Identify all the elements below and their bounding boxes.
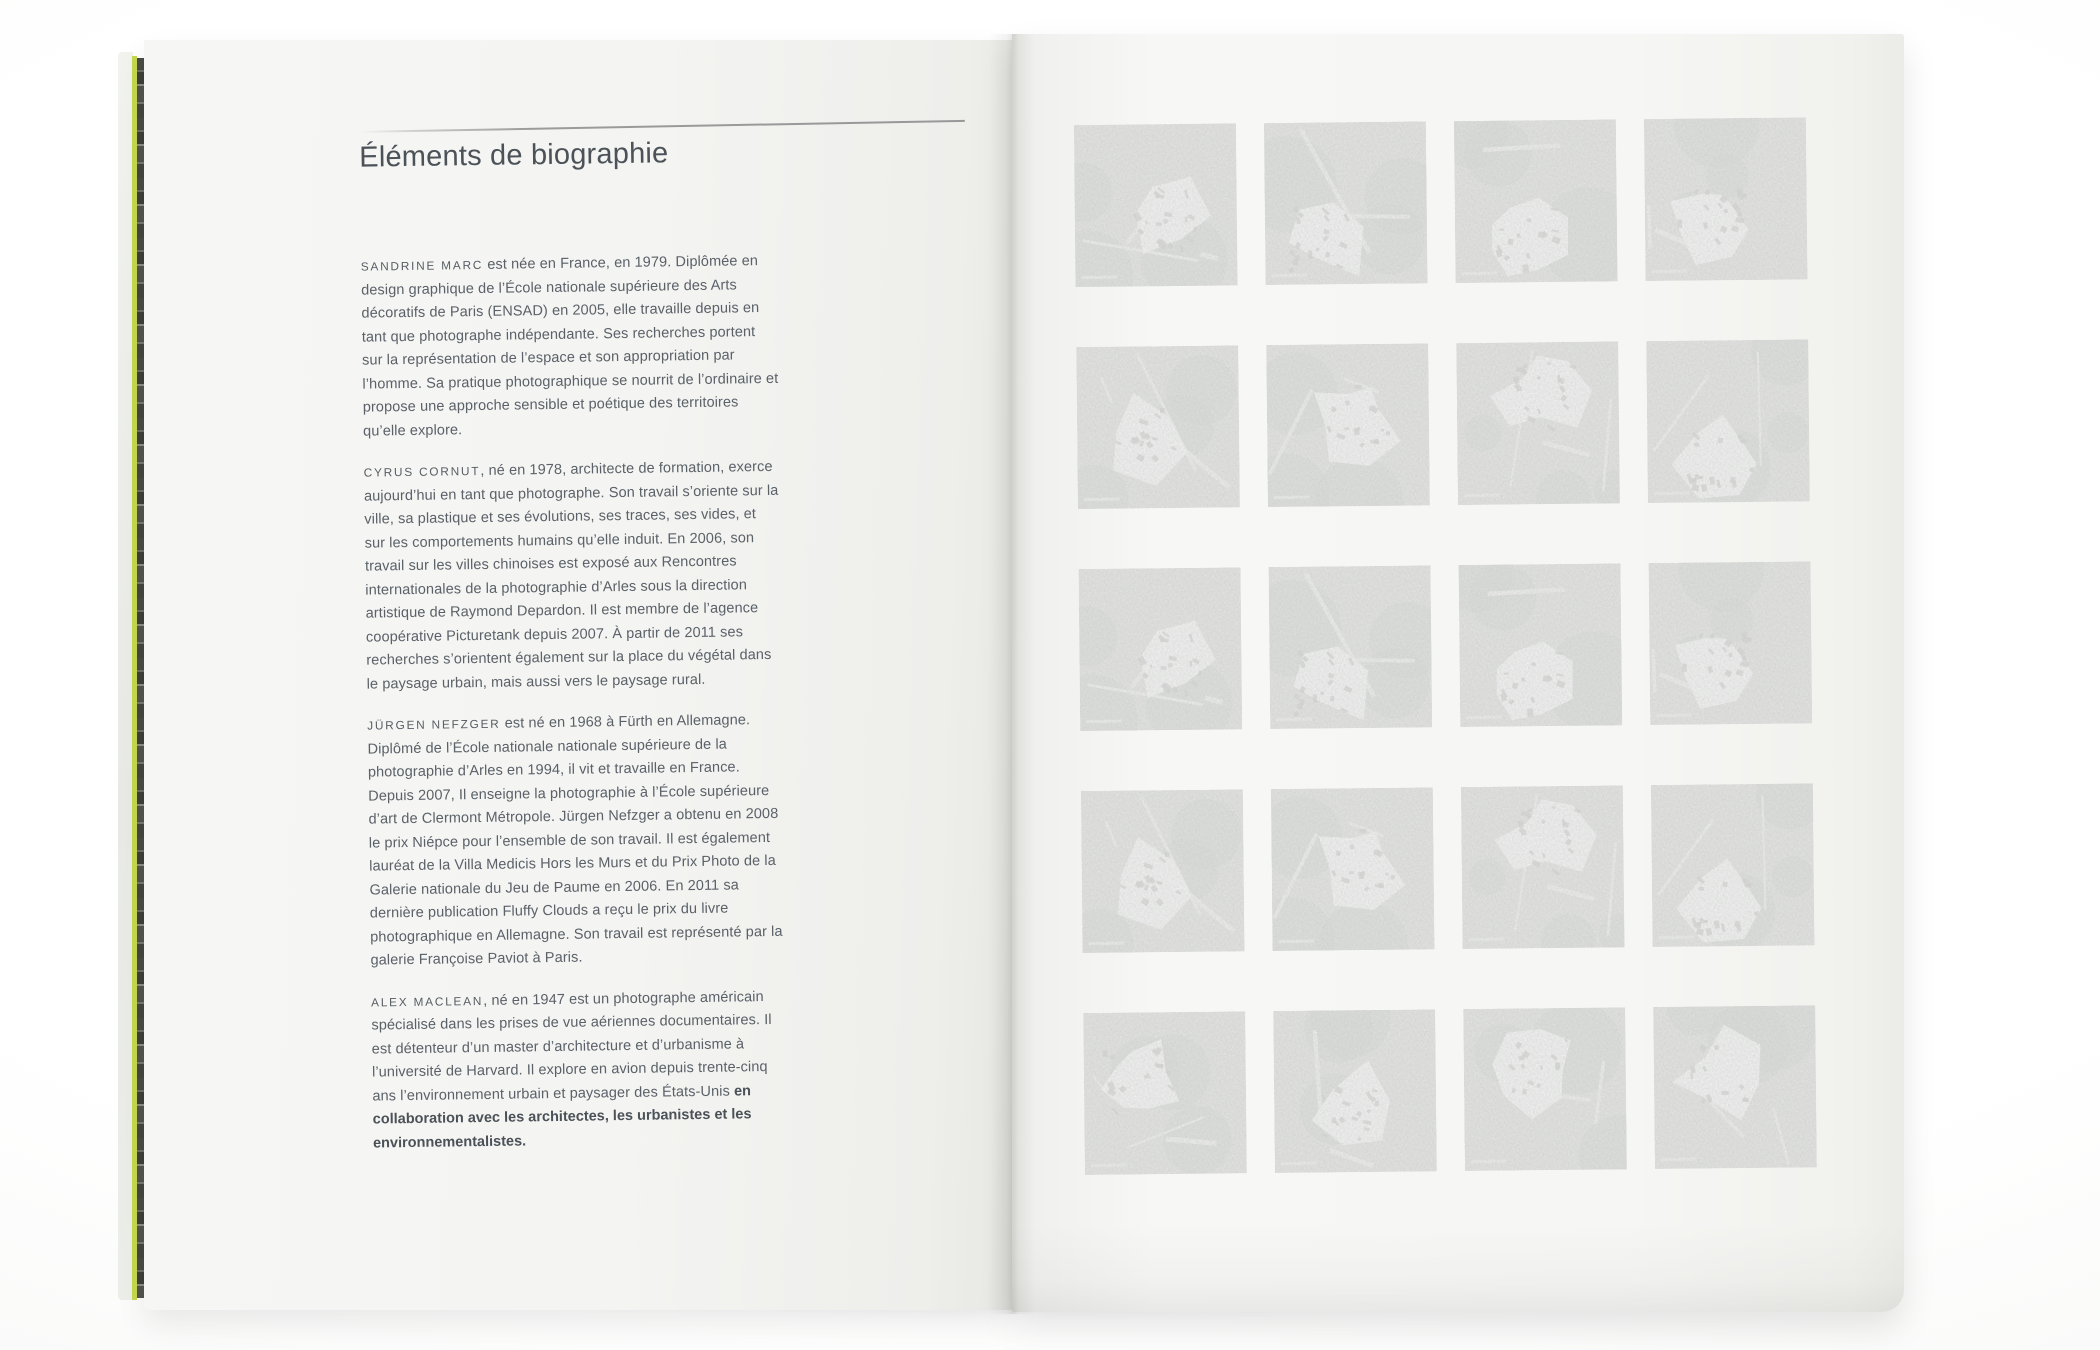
photographer-name: CYRUS CORNUT xyxy=(363,463,481,480)
aerial-photo-thumbnail xyxy=(1076,345,1240,509)
aerial-photo-thumbnail xyxy=(1269,565,1433,729)
left-page-content xyxy=(139,35,1025,1317)
aerial-photo-thumbnail xyxy=(1264,121,1428,285)
aerial-photo-image xyxy=(1076,345,1240,509)
page-title: Éléments de biographie xyxy=(359,137,669,174)
aerial-photo-image xyxy=(1264,121,1428,285)
aerial-photo-thumbnail xyxy=(1273,1009,1437,1173)
aerial-photo-thumbnail xyxy=(1649,561,1813,725)
title-rule xyxy=(359,120,965,133)
bio-paragraph: SANDRINE MARC est née en France, en 1979. Diplômée en design graphique de l’École nationale supérieure des Arts décoratifs de Paris (ENSAD) en 2005, elle travaille depuis en tant que photographe indépendante. Ses recherches portent sur la représentation de l’espace et son appropriation par l’homme. Sa pratique photographique se nourrit de l’ordinaire et propose une approche sensible et poétique des territoires qu’elle explore. xyxy=(360,253,779,440)
photographer-name: SANDRINE MARC xyxy=(360,257,484,274)
aerial-photo-image xyxy=(1079,567,1243,731)
aerial-photo-thumbnail xyxy=(1644,117,1808,281)
aerial-photo-image xyxy=(1083,1011,1247,1175)
aerial-photo-image xyxy=(1461,785,1625,949)
aerial-photo-image xyxy=(1459,563,1623,727)
aerial-photo-thumbnail xyxy=(1653,1005,1817,1169)
aerial-photo-image xyxy=(1271,787,1435,951)
aerial-photo-thumbnail xyxy=(1646,339,1810,503)
aerial-photo-thumbnail xyxy=(1083,1011,1247,1175)
aerial-photo-thumbnail xyxy=(1074,123,1238,287)
aerial-photo-image xyxy=(1081,789,1245,953)
aerial-photo-thumbnail xyxy=(1456,341,1620,505)
aerial-photo-thumbnail xyxy=(1271,787,1435,951)
aerial-photo-thumbnail xyxy=(1081,789,1245,953)
aerial-photo-image xyxy=(1463,1007,1627,1171)
photographer-name: ALEX MACLEAN xyxy=(370,993,484,1010)
bio-paragraph: ALEX MACLEAN, né en 1947 est un photographe américain spécialisé dans les prises de vue aériennes documentaires. Il est détenteur d’un master d’architecture et d’urbanisme à l’université de Harvard. Il explore en avion depuis trente-cinq ans l’environnement urbain et paysager des États-Unis en collaboration avec les architectes, les urbanistes et les environnementalistes. xyxy=(370,988,772,1152)
photographer-name: JÜRGEN NEFZGER xyxy=(367,716,501,733)
aerial-photo-image xyxy=(1269,565,1433,729)
aerial-photo-thumbnail xyxy=(1461,785,1625,949)
aerial-photo-image xyxy=(1646,339,1810,503)
aerial-photo-image xyxy=(1266,343,1430,507)
right-page xyxy=(1012,34,1904,1312)
aerial-grid xyxy=(1074,117,1815,1185)
bio-paragraph: CYRUS CORNUT, né en 1978, architecte de formation, exerce aujourd’hui en tant que photographe. Son travail s’oriente sur la ville, sa plastique et ses évolutions, ses traces, ses vides, et sur les comportements humains qu’elle induit. En 2006, son travail sur les villes chinoises est exposé aux Rencontres internationales de la photographie d’Arles sous la direction artistique de Raymond Depardon. Il est membre de l’agence coopérative Picturetank depuis 2007. À partir de 2011 ses recherches s’orientent également sur la place du végétal dans le paysage urbain, mais aussi vers le paysage rural. xyxy=(363,458,779,693)
aerial-photo-thumbnail xyxy=(1463,1007,1627,1171)
aerial-photo-image xyxy=(1651,783,1815,947)
aerial-photo-image xyxy=(1456,341,1620,505)
aerial-photo-thumbnail xyxy=(1651,783,1815,947)
aerial-photo-image xyxy=(1653,1005,1817,1169)
bio-paragraphs xyxy=(361,250,790,1174)
page-stack-edge xyxy=(118,52,133,1300)
bio-paragraph: JÜRGEN NEFZGER est né en 1968 à Fürth en Allemagne. Diplômé de l’École nationale nationale supérieure de la photographie d’Arles en 1994, il vit et travaille en France. Depuis 2007, Il enseigne la photographie à l’École supérieure d’art de Clermont Métropole. Jürgen Nefzger a obtenu en 2008 le prix Niépce pour l’ensemble de son travail. Il est également lauréat de la Villa Medicis Hors les Murs et du Prix Photo de la Galerie nationale du Jeu de Paume en 2006. En 2011 sa dernière publication Fluffy Clouds a reçu le prix du livre photographique en Allemagne. Son travail est représenté par la galerie Françoise Paviot à Paris. xyxy=(367,712,783,969)
aerial-photo-image xyxy=(1644,117,1808,281)
aerial-photo-image xyxy=(1074,123,1238,287)
left-page xyxy=(144,40,1012,1310)
open-book xyxy=(118,34,1904,1316)
aerial-photo-image xyxy=(1649,561,1813,725)
aerial-photo-thumbnail xyxy=(1459,563,1623,727)
aerial-photo-thumbnail xyxy=(1454,119,1618,283)
bold-text: en collaboration avec les architectes, les urbanistes et les environnementalistes. xyxy=(372,1082,752,1152)
aerial-photo-thumbnail xyxy=(1079,567,1243,731)
aerial-photo-thumbnail xyxy=(1266,343,1430,507)
aerial-photo-image xyxy=(1454,119,1618,283)
aerial-photo-image xyxy=(1273,1009,1437,1173)
